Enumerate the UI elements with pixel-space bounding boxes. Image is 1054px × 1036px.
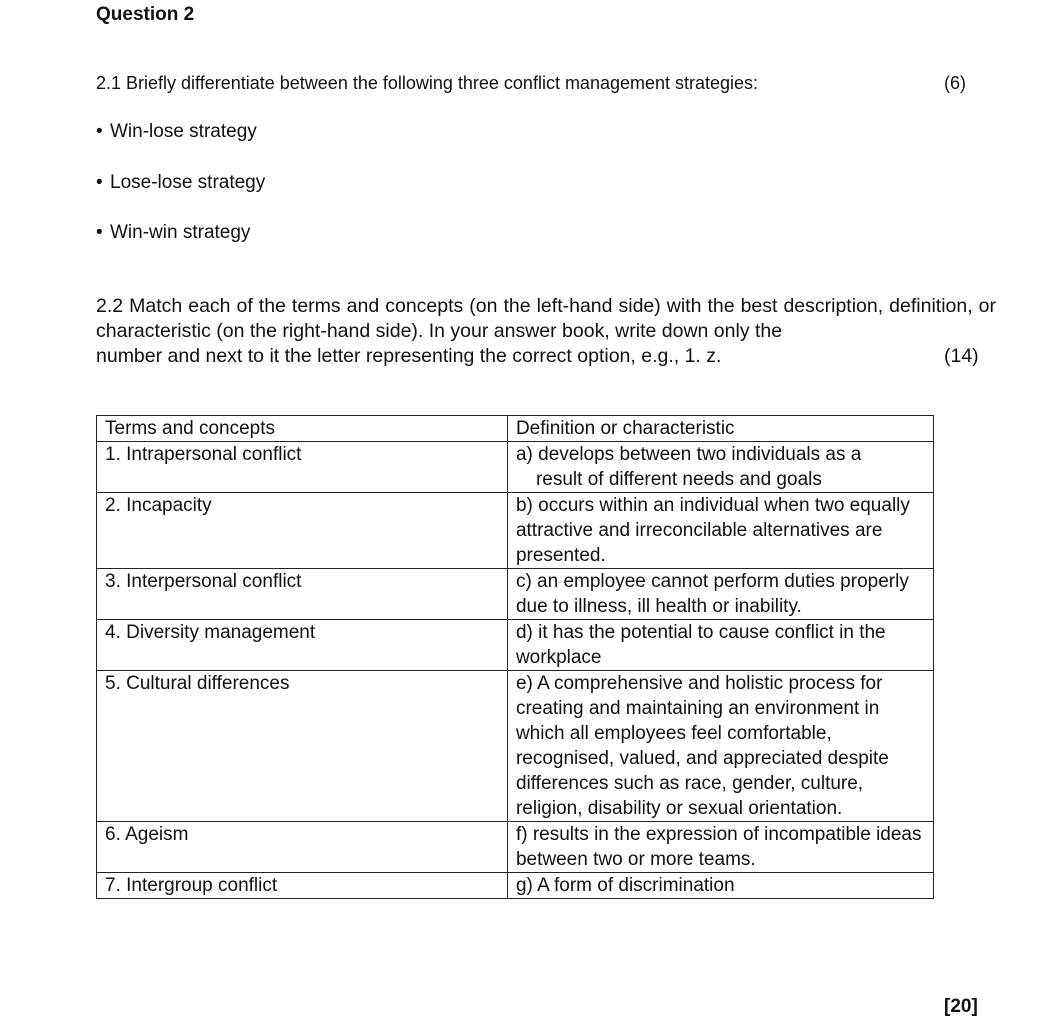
- bullet-marker: •: [96, 172, 103, 193]
- definition-cell: e) A comprehensive and holistic process for creating and maintaining an environment in which all employees feel comfortable, recognised, valued, and appreciated despite differences such as race, gender, culture, religion, disability or sexual orientation.: [507, 671, 933, 822]
- question-2-1-text: 2.1 Briefly differentiate between the following three conflict management strategies:: [96, 73, 759, 93]
- definition-text: a) develops between two individuals as a: [515, 444, 862, 465]
- question-2-2-text-last-line: number and next to it the letter representing the correct option, e.g., 1. z.: [96, 345, 722, 367]
- definition-cell: g) A form of discrimination: [507, 873, 933, 899]
- strategy-bullet-item: [96, 121, 257, 143]
- definition-cell: c) an employee cannot perform duties properly due to illness, ill health or inability.: [507, 569, 933, 620]
- table-row: [97, 620, 934, 671]
- question-2-2-marks: (14): [944, 345, 979, 367]
- bullet-marker: •: [96, 121, 103, 142]
- definition-cell: f) results in the expression of incompatible ideas between two or more teams.: [507, 822, 933, 873]
- question-2-1-marks: (6): [944, 73, 966, 93]
- term-cell: 1. Intrapersonal conflict: [97, 442, 508, 493]
- term-cell: 4. Diversity management: [97, 620, 508, 671]
- table-row: [97, 671, 934, 822]
- column-header-terms: Terms and concepts: [97, 416, 508, 442]
- strategy-label: Win-win strategy: [110, 222, 251, 243]
- bullet-marker: •: [96, 222, 103, 243]
- term-cell: 2. Incapacity: [97, 493, 508, 569]
- definition-continuation: result of different needs and goals: [535, 469, 822, 490]
- table-row: [97, 569, 934, 620]
- total-marks: [20]: [944, 996, 978, 1017]
- table-row: [97, 873, 934, 899]
- matching-table: [96, 415, 934, 899]
- term-cell: 5. Cultural differences: [97, 671, 508, 822]
- definition-cell: b) occurs within an individual when two equally attractive and irreconcilable alternatives are presented.: [507, 493, 933, 569]
- definition-cell: d) it has the potential to cause conflict in the workplace: [507, 620, 933, 671]
- question-2-2-text: 2.2 Match each of the terms and concepts (on the left-hand side) with the best description, definition, or characteristic (on the right-hand side). In your answer book, write down only the: [96, 295, 996, 342]
- term-cell: 7. Intergroup conflict: [97, 873, 508, 899]
- term-cell: 3. Interpersonal conflict: [97, 569, 508, 620]
- definition-cell: [507, 442, 933, 493]
- strategy-bullet-item: [96, 172, 265, 194]
- term-cell: 6. Ageism: [97, 822, 508, 873]
- column-header-definitions: Definition or characteristic: [507, 416, 933, 442]
- strategy-bullet-item: [96, 222, 250, 244]
- table-header-row: [97, 416, 934, 442]
- question-title: Question 2: [96, 4, 195, 25]
- table-row: [97, 442, 934, 493]
- table-row: [97, 822, 934, 873]
- table-row: [97, 493, 934, 569]
- strategy-label: Lose-lose strategy: [110, 172, 266, 193]
- strategy-label: Win-lose strategy: [110, 121, 257, 142]
